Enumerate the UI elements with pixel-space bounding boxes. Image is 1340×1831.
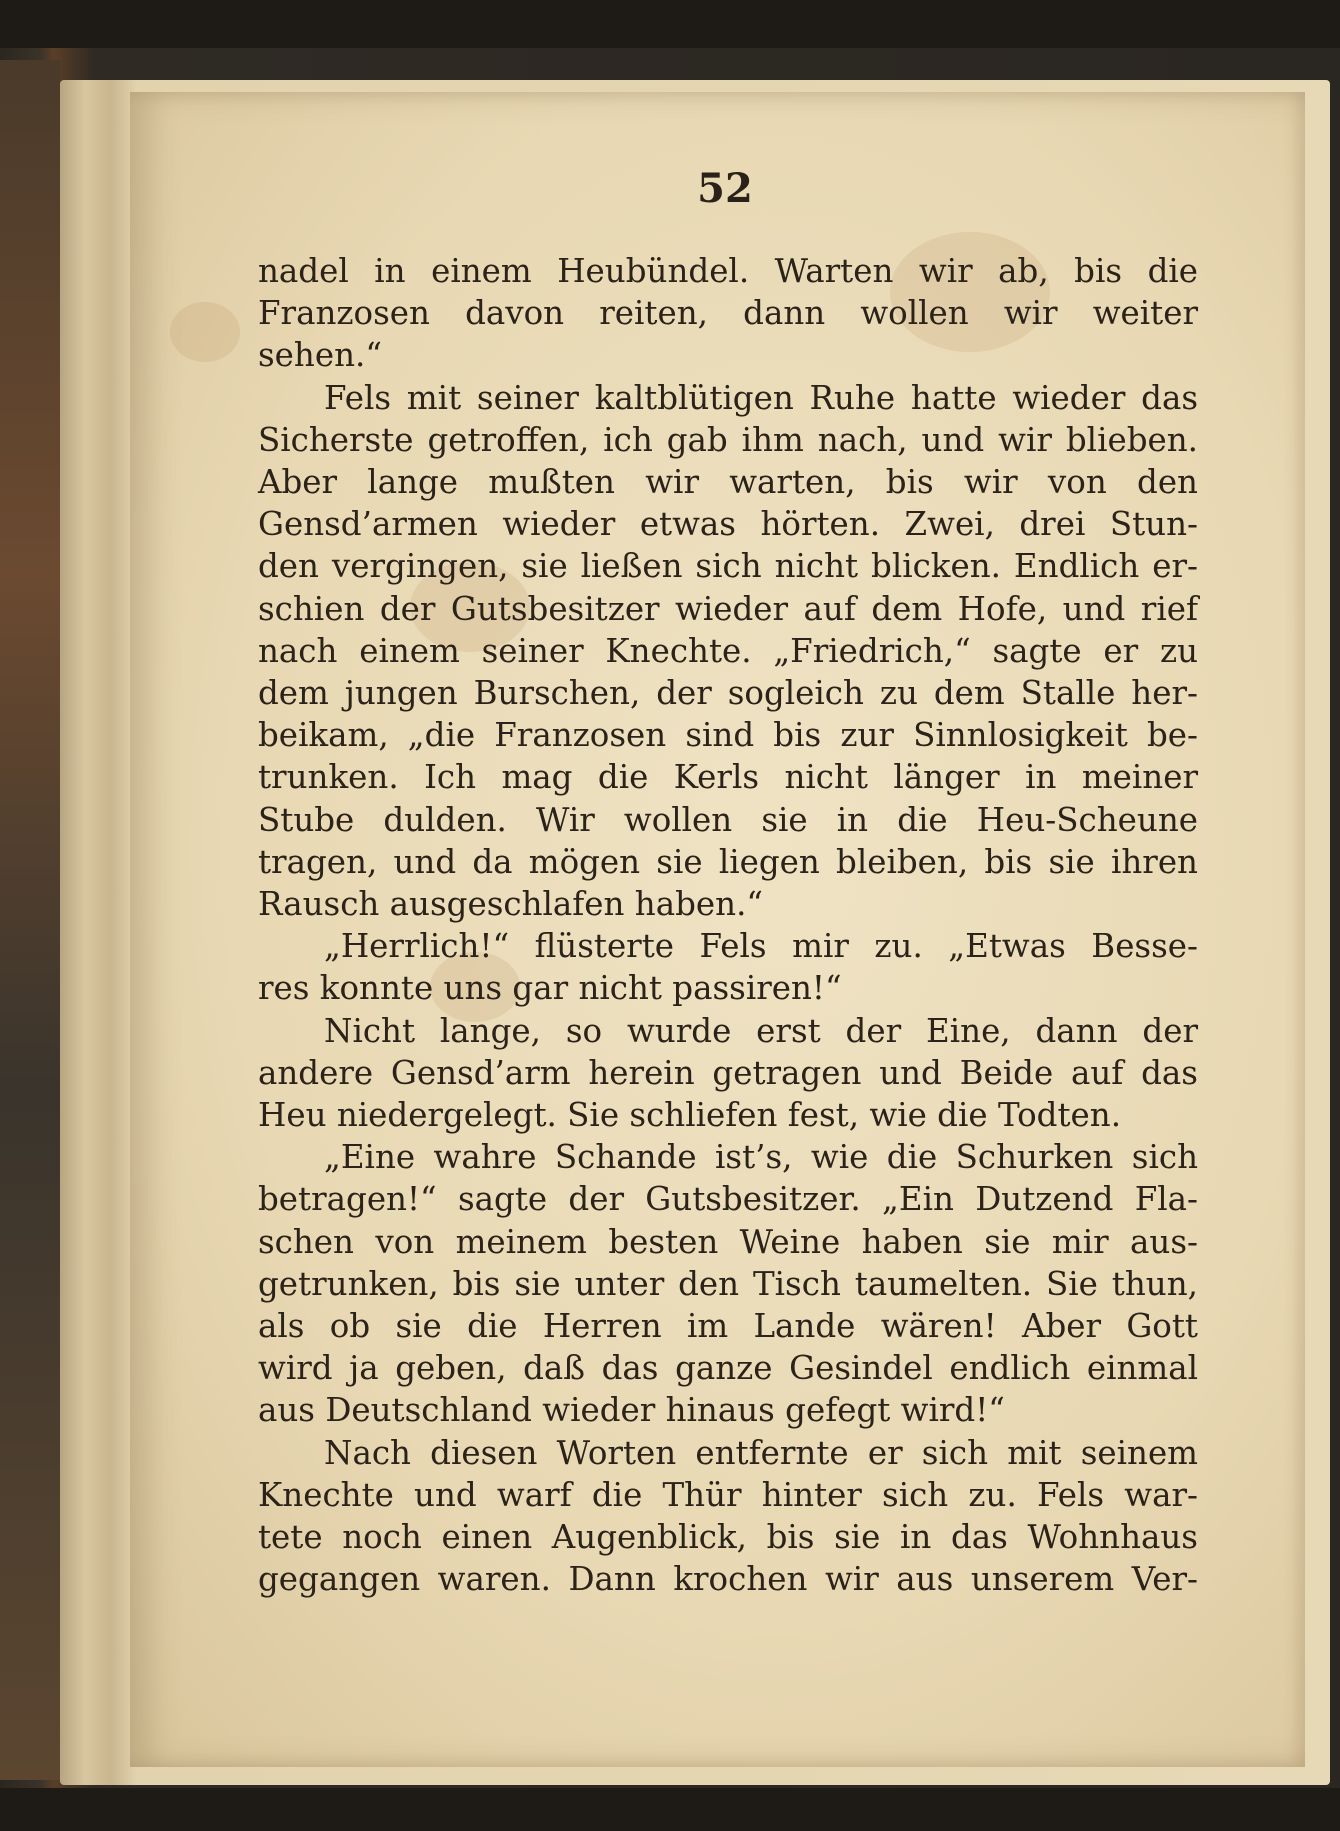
text-line: schen von meinem besten Weine haben sie mir aus-: [258, 1222, 1198, 1261]
text-line: getrunken, bis sie unter den Tisch taumelten. Sie thun,: [258, 1264, 1198, 1303]
text-line: Heu niedergelegt. Sie schliefen fest, wie die Todten.: [258, 1096, 1122, 1135]
text-line: Franzosen davon reiten, dann wollen wir weiter: [258, 294, 1198, 333]
text-line: beikam, „die Franzosen sind bis zur Sinnlosigkeit be-: [258, 716, 1198, 755]
text-line: schien der Gutsbesitzer wieder auf dem Hofe, und rief: [258, 589, 1198, 628]
text-line: Nicht lange, so wurde erst der Eine, dann der: [324, 1011, 1198, 1050]
text-line: Stube dulden. Wir wollen sie in die Heu-Scheune: [258, 800, 1198, 839]
text-line: dem jungen Burschen, der sogleich zu dem Stalle her-: [258, 674, 1198, 713]
text-line: tete noch einen Augenblick, bis sie in das Wohnhaus: [258, 1518, 1198, 1557]
text-line: Knechte und warf die Thür hinter sich zu. Fels war-: [258, 1475, 1198, 1514]
text-line: als ob sie die Herren im Lande wären! Aber Gott: [258, 1307, 1198, 1346]
text-line: andere Gensd’arm herein getragen und Beide auf das: [258, 1053, 1198, 1092]
text-line: aus Deutschland wieder hinaus gefegt wird!“: [258, 1391, 1005, 1430]
text-line: Fels mit seiner kaltblütigen Ruhe hatte wieder das: [324, 378, 1198, 417]
text-line: den vergingen, sie ließen sich nicht blicken. Endlich er-: [258, 547, 1198, 586]
text-line: Nach diesen Worten entfernte er sich mit seinem: [324, 1433, 1198, 1472]
text-line: Rausch ausgeschlafen haben.“: [258, 885, 764, 924]
book-spine-edge: [0, 60, 60, 1780]
text-line: res konnte uns gar nicht passiren!“: [258, 969, 842, 1008]
text-line: wird ja geben, daß das ganze Gesindel endlich einmal: [258, 1349, 1198, 1388]
text-line: nadel in einem Heubündel. Warten wir ab, bis die: [258, 252, 1198, 290]
text-line: sehen.“: [258, 336, 382, 375]
text-line: tragen, und da mögen sie liegen bleiben, bis sie ihren: [258, 842, 1198, 881]
text-line: gegangen waren. Dann krochen wir aus unserem Ver-: [258, 1560, 1198, 1599]
text-line: betragen!“ sagte der Gutsbesitzer. „Ein Dutzend Fla-: [258, 1180, 1198, 1219]
page-number: 52: [697, 165, 753, 212]
text-line: Gensd’armen wieder etwas hörten. Zwei, drei Stun-: [258, 505, 1198, 544]
paper-stain: [170, 302, 240, 362]
text-line: „Herrlich!“ flüsterte Fels mir zu. „Etwas Besse-: [324, 927, 1198, 966]
text-line: trunken. Ich mag die Kerls nicht länger in meiner: [258, 758, 1198, 797]
text-line: „Eine wahre Schande ist’s, wie die Schurken sich: [324, 1138, 1198, 1177]
body-text: [258, 250, 1198, 1601]
text-line: nach einem seiner Knechte. „Friedrich,“ sagte er zu: [258, 631, 1198, 670]
text-line: Aber lange mußten wir warten, bis wir von den: [258, 463, 1198, 502]
text-line: Sicherste getroffen, ich gab ihm nach, und wir blieben.: [258, 420, 1198, 459]
